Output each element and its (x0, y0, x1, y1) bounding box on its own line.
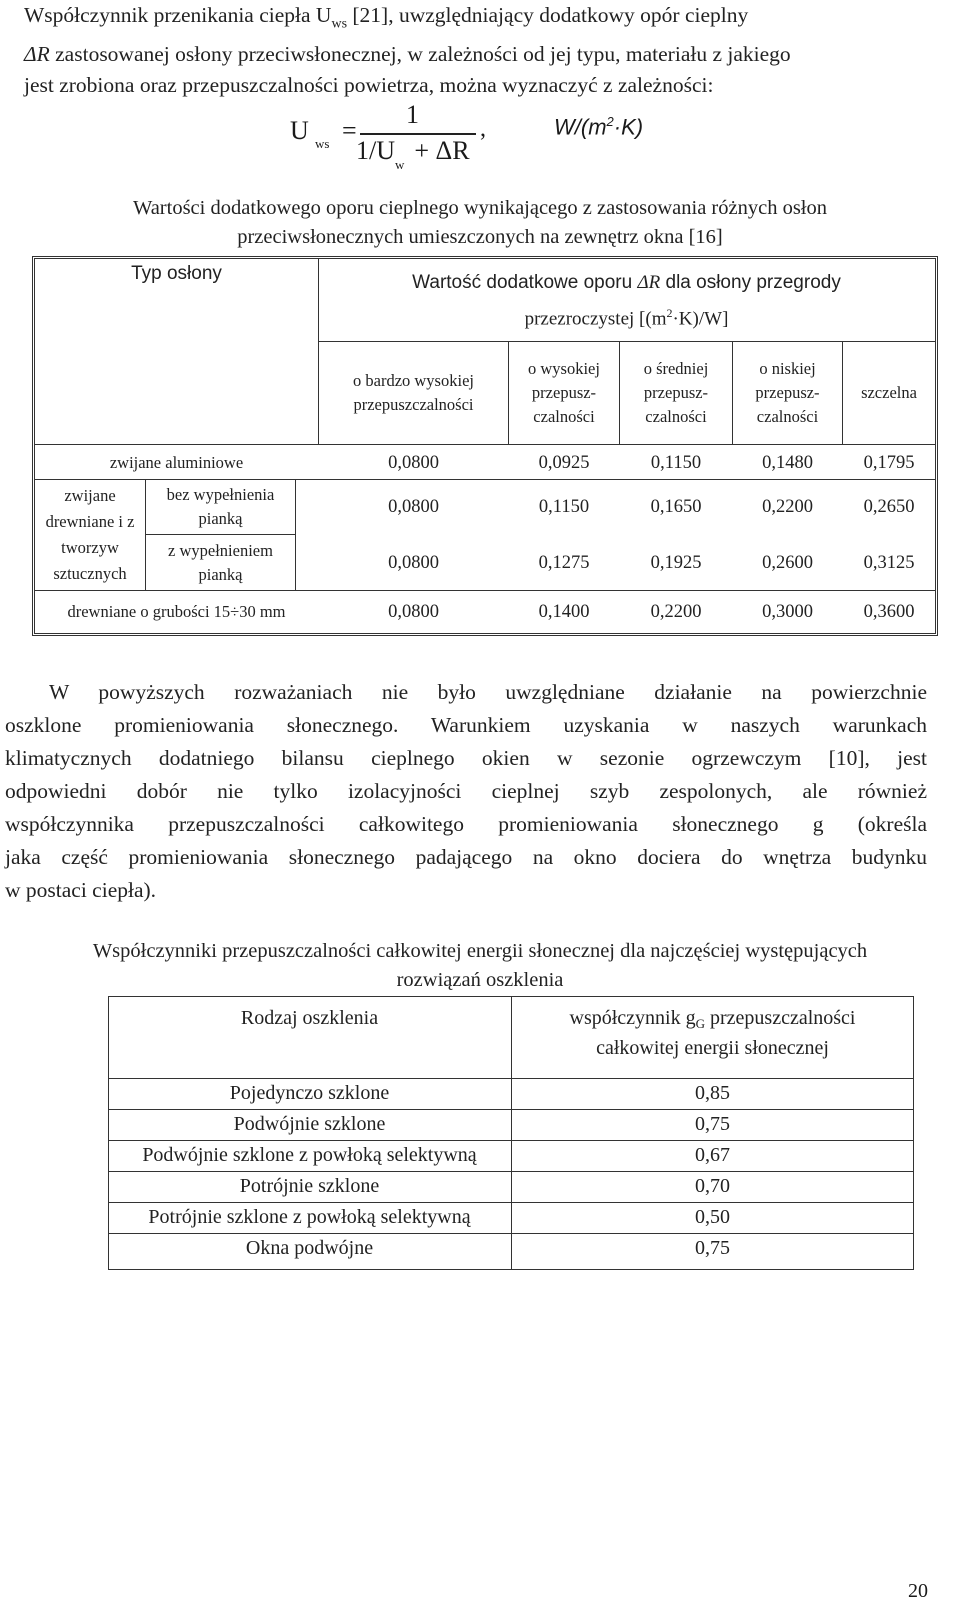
column-header: o średniej przepusz-czalności (643, 359, 709, 426)
table-cell: 0,2650 (863, 497, 915, 517)
formula (290, 100, 710, 180)
table-cell: 0,3125 (863, 552, 915, 573)
row-label: drewniane o grubości 15÷30 mm (67, 602, 286, 621)
table-cell: 0,0925 (538, 453, 590, 473)
glazing-name: Okna podwójne (245, 1237, 374, 1259)
body-line: odpowiedni dobór nie tylko izolacyjności cieplnej szyb zespolonych, ale również (5, 779, 927, 803)
row-label: z wypełnieniem pianką (168, 540, 273, 584)
intro-line-1: Współczynnik przenikania ciepła $U_{ws}$ [21], uwzględniający dodatkowy opór cieplny (24, 3, 749, 32)
value-header: Wartość dodatkowe oporu ΔR dla osłony przegrody przezroczystej $[(m^2\cdot K)/W]$ (412, 272, 841, 330)
column-header: szczelna (861, 383, 917, 402)
formula-unit: $W/(m^2\cdot K)$ (554, 114, 644, 140)
table-cell: 0,1925 (650, 552, 702, 573)
table-cell: 0,1150 (650, 453, 702, 473)
body-line: współczynnika przepuszczalności całkowitego promieniowania słonecznego g (określa (5, 812, 927, 836)
table-cell: 0,0800 (388, 497, 439, 517)
table1-caption: Wartości dodatkowego oporu cieplnego wynikającego z zastosowania różnych osłon przeciwsłonecznych umieszczonych na zewnętrz okna [16] (133, 197, 827, 248)
table-cell: 0,1795 (863, 453, 915, 473)
type-header: Typ osłony (131, 263, 222, 284)
glazing-value: 0,50 (695, 1206, 730, 1228)
glazing-name: Potrójnie szklone (239, 1175, 380, 1197)
formula-denominator: $1/U_w + \Delta R$ (356, 136, 470, 172)
table-cell: 0,3000 (762, 602, 813, 622)
g-coefficient-header: współczynnik $g_G$ przepuszczalności całkowitej energii słonecznej (569, 1007, 856, 1059)
row-label: zwijane aluminiowe (109, 453, 244, 472)
row-label: bez wypełnienia pianką (166, 485, 275, 528)
table2 (108, 996, 914, 1270)
glazing-value: 0,75 (695, 1237, 730, 1259)
glazing-value: 0,70 (695, 1175, 730, 1197)
table-cell: 0,1275 (538, 552, 590, 573)
table-cell: 0,2200 (650, 602, 702, 622)
glazing-value: 0,75 (695, 1113, 730, 1135)
table-cell: 0,0800 (388, 602, 439, 622)
table-cell: 0,1650 (650, 497, 702, 517)
formula-lhs: U (290, 116, 309, 145)
column-header: o bardzo wysokiej przepuszczalności (353, 371, 474, 414)
column-header: o wysokiej przepusz-czalności (528, 359, 600, 426)
formula-lhs-sub: ws (315, 136, 330, 151)
table-cell: 0,2200 (762, 497, 813, 517)
formula-equals: = (342, 116, 357, 145)
table-cell: 0,1480 (762, 453, 813, 473)
table-cell: 0,0800 (388, 552, 439, 573)
body-line: jaka część promieniowania słonecznego padającego na okno dociera do wnętrza budynku (5, 845, 927, 869)
glazing-value: 0,67 (695, 1144, 730, 1166)
formula-numerator: 1 (406, 100, 419, 129)
table-cell: 0,2600 (762, 552, 813, 573)
table1 (32, 256, 938, 636)
table-cell: 0,0800 (388, 453, 439, 473)
glazing-type-header: Rodzaj oszklenia (240, 1007, 379, 1029)
row-group-label: zwijane drewniane i z tworzyw sztucznych (45, 486, 135, 583)
glazing-value: 0,85 (695, 1082, 730, 1104)
table-cell: 0,3600 (863, 602, 915, 622)
body-line: w postaci ciepła). (5, 878, 157, 902)
body-paragraph (5, 676, 927, 907)
formula-comma: , (480, 116, 486, 142)
body-line: oszklone promieniowania słonecznego. Warunkiem uzyskania w naszych warunkach (5, 713, 927, 737)
intro-paragraph (24, 0, 939, 101)
table2-caption: Współczynniki przepuszczalności całkowitej energii słonecznej dla najczęściej występujących rozwiązań oszklenia (92, 940, 868, 991)
body-line: W powyższych rozważaniach nie było uwzględniane działanie na powierzchnie (49, 680, 927, 704)
table-cell: 0,1150 (538, 497, 590, 517)
fraction-bar (360, 133, 476, 135)
page-number: 20 (908, 1580, 928, 1602)
column-header: o niskiej przepusz-czalności (755, 359, 820, 426)
glazing-name: Pojedynczo szklone (229, 1082, 390, 1104)
body-line: klimatycznych dodatniego bilansu cieplnego okien w sezonie ogrzewczym [10], jest (5, 746, 927, 770)
intro-line-2: ΔR zastosowanej osłony przeciwsłonecznej, w zależności od jej typu, materiału z jakiego (24, 42, 791, 67)
glazing-name: Podwójnie szklone (233, 1113, 386, 1135)
glazing-name: Potrójnie szklone z powłoką selektywną (148, 1206, 471, 1228)
glazing-name: Podwójnie szklone z powłoką selektywną (142, 1144, 477, 1166)
grid-line (108, 1269, 914, 1270)
intro-line-3: jest zrobiona oraz przepuszczalności powietrza, można wyznaczyć z zależności: (24, 73, 714, 98)
table-cell: 0,1400 (538, 602, 590, 622)
